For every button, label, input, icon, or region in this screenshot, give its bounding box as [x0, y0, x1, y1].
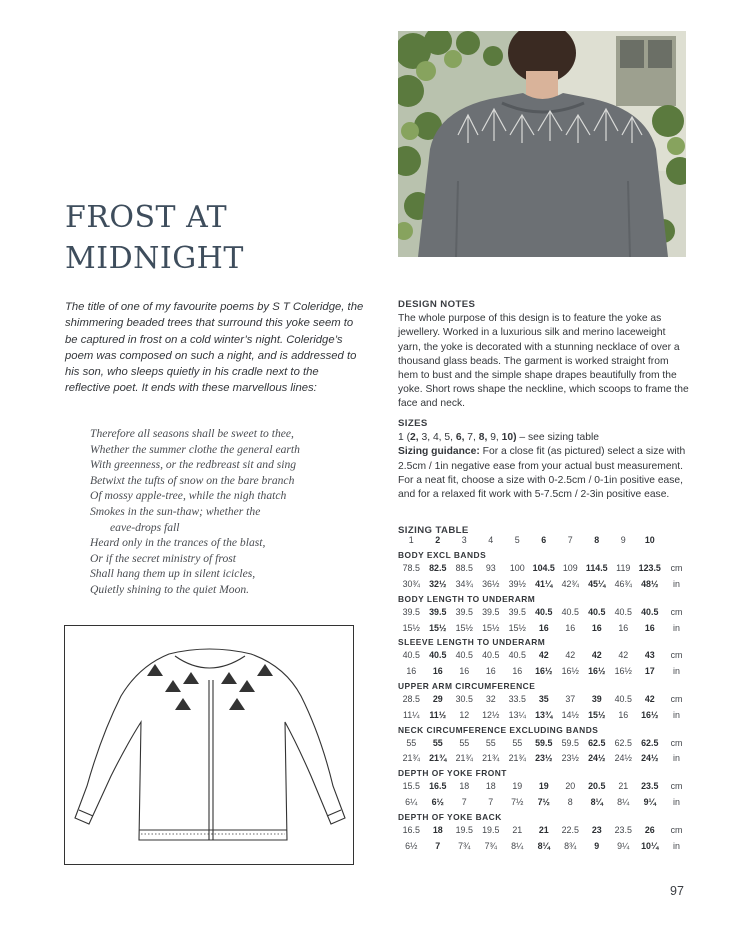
- measurement-value: 8¼: [511, 840, 524, 851]
- design-notes-heading: DESIGN NOTES: [398, 299, 476, 310]
- size-2: 2,: [410, 432, 422, 444]
- measurement-value: 8¾: [564, 840, 577, 851]
- size-number: 3: [461, 535, 467, 546]
- measurement-value: 28.5: [402, 693, 420, 704]
- measurement-value: 39.5: [402, 606, 420, 617]
- measurement-unit: cm: [670, 563, 683, 574]
- measurement-value: 22.5: [561, 824, 579, 835]
- measurement-unit: cm: [670, 606, 683, 617]
- measurement-value: 40.5: [614, 606, 632, 617]
- measurement-label: UPPER ARM CIRCUMFERENCE: [398, 681, 536, 692]
- measurement-value: 40.5: [455, 650, 473, 661]
- sizes-suffix: – see sizing table: [516, 432, 599, 444]
- measurement-value: 37: [565, 693, 576, 704]
- measurement-value: 55: [406, 737, 417, 748]
- poem-line: Heard only in the trances of the blast,: [90, 536, 266, 550]
- measurement-value: 40.5: [561, 606, 579, 617]
- poem-excerpt: [90, 426, 360, 598]
- measurement-value: 21: [512, 824, 523, 835]
- measurement-label: BODY LENGTH TO UNDERARM: [398, 593, 536, 604]
- intro-paragraph: The title of one of my favourite poems by S T Coleridge, the shimmering beaded trees that surround this yoke seem to be captured in frost on a cold winter’s night. Coleridge’s poem was composed on such a night, and is addressed to his son, who sleeps quietly in his cradle next to the reflective poet. It ends with these marvellous lines:: [65, 301, 364, 395]
- measurement-value: 9¼: [643, 796, 656, 807]
- measurement-value: 16½: [535, 666, 553, 677]
- measurement-unit: cm: [670, 781, 683, 792]
- measurement-value: 6½: [431, 796, 444, 807]
- measurement-value: 23.5: [614, 824, 632, 835]
- measurement-value: 15½: [402, 622, 420, 633]
- size-number: 7: [567, 535, 573, 546]
- measurement-value: 39½: [508, 578, 526, 589]
- measurement-value: 39.5: [482, 606, 500, 617]
- poem-line: Shall hang them up in silent icicles,: [90, 567, 256, 581]
- measurement-value: 39.5: [508, 606, 526, 617]
- measurement-row: [398, 840, 690, 851]
- measurement-value: 20: [565, 781, 576, 792]
- measurement-label: DEPTH OF YOKE BACK: [398, 811, 502, 822]
- measurement-value: 36½: [482, 578, 500, 589]
- size-number: 9: [620, 535, 626, 546]
- measurement-row: [398, 579, 690, 590]
- measurement-value: 40.5: [402, 650, 420, 661]
- measurement-value: 16: [618, 709, 629, 720]
- pattern-title-line-1: FROST AT: [65, 200, 228, 235]
- measurement-value: 82.5: [429, 563, 447, 574]
- size-number: 6: [541, 535, 547, 546]
- measurement-value: 42: [538, 650, 549, 661]
- measurement-heading-row: [398, 764, 690, 781]
- poem-line: Smokes in the sun-thaw; whether the: [90, 504, 261, 518]
- poem-line: Of mossy apple-tree, while the nigh thatch: [90, 489, 287, 503]
- measurement-value: 42: [618, 650, 629, 661]
- measurement-heading-row: [398, 546, 690, 563]
- measurement-label: NECK CIRCUMFERENCE EXCLUDING BANDS: [398, 724, 599, 735]
- measurement-value: 7½: [511, 796, 524, 807]
- sizes-prefix: 1 (: [398, 432, 411, 444]
- measurement-value: 40.5: [482, 650, 500, 661]
- sizes-section: [398, 417, 690, 502]
- measurement-value: 21¾: [455, 753, 473, 764]
- measurement-value: 24½: [588, 753, 606, 764]
- measurement-value: 39.5: [429, 606, 447, 617]
- design-notes-section: [398, 298, 690, 412]
- measurement-value: 24½: [641, 753, 659, 764]
- measurement-value: 32½: [429, 578, 447, 589]
- measurement-value: 10¼: [641, 840, 659, 851]
- measurement-value: 11¼: [402, 709, 420, 720]
- measurement-value: 15½: [508, 622, 526, 633]
- sizing-guidance-label: Sizing guidance:: [398, 446, 480, 458]
- measurement-value: 33.5: [508, 693, 526, 704]
- poem-line: Betwixt the tufts of snow on the bare branch: [90, 473, 295, 487]
- measurement-value: 16½: [588, 666, 606, 677]
- measurement-row: [398, 737, 690, 748]
- size-8: 8,: [478, 432, 491, 444]
- measurement-value: 8¼: [617, 796, 630, 807]
- pattern-title: [65, 197, 244, 279]
- measurement-value: 35: [538, 693, 549, 704]
- sweater-photo-illustration: [398, 31, 686, 257]
- measurement-value: 62.5: [641, 737, 659, 748]
- size-7: 7,: [467, 432, 479, 444]
- measurement-value: 16½: [641, 709, 659, 720]
- measurement-unit: cm: [670, 650, 683, 661]
- measurement-value: 30¾: [402, 578, 420, 589]
- measurement-row: [398, 622, 690, 633]
- measurement-value: 7¾: [484, 840, 497, 851]
- measurement-value: 13¼: [508, 709, 526, 720]
- measurement-unit: cm: [670, 824, 683, 835]
- measurement-value: 48½: [641, 578, 659, 589]
- size-number-row: [398, 535, 690, 546]
- measurement-row: [398, 709, 690, 720]
- measurement-value: 16.5: [402, 824, 420, 835]
- measurement-value: 78.5: [402, 563, 420, 574]
- measurement-unit: cm: [670, 693, 683, 704]
- measurement-row: [398, 606, 690, 617]
- measurement-heading-row: [398, 720, 690, 737]
- measurement-value: 18: [459, 781, 470, 792]
- measurement-unit: in: [673, 578, 680, 589]
- size-10: 10): [501, 432, 517, 444]
- measurement-row: [398, 781, 690, 792]
- measurement-value: 30.5: [455, 693, 473, 704]
- measurement-value: 16: [565, 622, 576, 633]
- measurement-heading-row: [398, 633, 690, 650]
- measurement-row: [398, 694, 690, 705]
- measurement-value: 55: [512, 737, 523, 748]
- measurement-value: 8: [567, 796, 573, 807]
- measurement-unit: in: [673, 622, 680, 633]
- measurement-value: 42: [644, 693, 655, 704]
- measurement-value: 114.5: [585, 563, 608, 574]
- measurement-value: 34¾: [455, 578, 473, 589]
- measurement-value: 119: [616, 563, 631, 574]
- measurement-value: 40.5: [508, 650, 526, 661]
- measurement-value: 23: [591, 824, 602, 835]
- measurement-value: 16½: [614, 666, 632, 677]
- poem-line: Whether the summer clothe the general earth: [90, 442, 300, 456]
- measurement-value: 19: [538, 781, 549, 792]
- measurement-value: 88.5: [455, 563, 473, 574]
- sizing-table-heading: SIZING TABLE: [398, 525, 469, 536]
- measurement-value: 18: [432, 824, 443, 835]
- measurement-value: 59.5: [535, 737, 553, 748]
- measurement-value: 12½: [482, 709, 500, 720]
- measurement-value: 42¾: [561, 578, 579, 589]
- measurement-unit: cm: [670, 737, 683, 748]
- cardigan-sketch: [64, 625, 354, 865]
- measurement-label: SLEEVE LENGTH TO UNDERARM: [398, 637, 546, 648]
- measurement-value: 6¼: [405, 796, 418, 807]
- poem-line: eave-drops fall: [110, 520, 180, 534]
- poem-line: Therefore all seasons shall be sweet to thee,: [90, 427, 294, 440]
- pattern-title-line-2: MIDNIGHT: [65, 241, 244, 276]
- measurement-value: 9¼: [617, 840, 630, 851]
- measurement-value: 16: [512, 666, 523, 677]
- measurement-value: 16: [406, 666, 417, 677]
- measurement-value: 15½: [482, 622, 500, 633]
- measurement-value: 21: [538, 824, 549, 835]
- measurement-value: 16½: [561, 666, 579, 677]
- size-number: 4: [488, 535, 494, 546]
- size-number: 10: [644, 535, 655, 546]
- measurement-heading-row: [398, 589, 690, 606]
- measurement-value: 11½: [429, 709, 447, 720]
- measurement-value: 42: [565, 650, 576, 661]
- sizing-guidance: [398, 445, 690, 502]
- measurement-value: 123.5: [638, 563, 661, 574]
- measurement-value: 29: [432, 693, 443, 704]
- sizes-heading: SIZES: [398, 418, 428, 429]
- measurement-value: 16: [432, 666, 443, 677]
- measurement-value: 8¼: [590, 796, 603, 807]
- measurement-value: 20.5: [588, 781, 606, 792]
- measurement-value: 16: [485, 666, 496, 677]
- measurement-value: 55: [485, 737, 496, 748]
- measurement-unit: in: [673, 796, 680, 807]
- measurement-value: 16: [618, 622, 629, 633]
- size-number: 5: [514, 535, 520, 546]
- measurement-value: 21¾: [429, 753, 447, 764]
- measurement-value: 21¾: [508, 753, 526, 764]
- size-3: 3,: [421, 432, 433, 444]
- measurement-value: 19.5: [455, 824, 473, 835]
- measurement-value: 23½: [561, 753, 579, 764]
- measurement-value: 55: [432, 737, 443, 748]
- measurement-value: 23½: [535, 753, 553, 764]
- measurement-heading-row: [398, 677, 690, 694]
- measurement-value: 62.5: [588, 737, 606, 748]
- measurement-unit: in: [673, 666, 680, 677]
- measurement-value: 23.5: [641, 781, 659, 792]
- measurement-value: 18: [485, 781, 496, 792]
- poem-line: With greenness, or the redbreast sit and sing: [90, 458, 297, 472]
- measurement-value: 104.5: [532, 563, 555, 574]
- poem-line: Quietly shining to the quiet Moon.: [90, 582, 250, 596]
- measurement-value: 21¾: [402, 753, 420, 764]
- measurement-value: 19.5: [482, 824, 500, 835]
- measurement-value: 15½: [588, 709, 606, 720]
- size-number: 2: [435, 535, 441, 546]
- sizing-table: [398, 535, 690, 851]
- measurement-row: [398, 797, 690, 808]
- measurement-row: [398, 753, 690, 764]
- measurement-unit: in: [673, 753, 680, 764]
- measurement-value: 46¾: [614, 578, 632, 589]
- measurement-value: 59.5: [561, 737, 579, 748]
- design-notes-text: The whole purpose of this design is to feature the yoke as jewellery. Worked in a luxurious silk and merino laceweight yarn, the yoke is decorated with a stunning necklace of over a thousand glass beads. The garment is worked straight from hem to bust and the simple shape drapes beautifully from the yoke. Short rows shape the neckline, which scoops to frame the face and neck.: [398, 313, 689, 410]
- sweater-back-photo: [398, 31, 686, 257]
- sizing-guidance-text: For a close fit (as pictured) select a size with 2.5cm / 1in negative ease from your actual bust measurement. For a neat fit, choose a size with 0-2.5cm / 0-1in positive ease, and for a relaxed fit work with 5-7.5cm / 2-3in positive ease.: [398, 446, 686, 501]
- poem-line: Or if the secret ministry of frost: [90, 551, 236, 565]
- measurement-value: 16: [591, 622, 602, 633]
- measurement-value: 15½: [455, 622, 473, 633]
- measurement-value: 21: [618, 781, 629, 792]
- measurement-value: 39: [591, 693, 602, 704]
- measurement-value: 12: [459, 709, 470, 720]
- measurement-value: 39.5: [455, 606, 473, 617]
- cardigan-line-drawing: [65, 626, 353, 864]
- measurement-value: 45¼: [588, 578, 606, 589]
- size-number: 1: [408, 535, 414, 546]
- size-4-5: 4, 5,: [432, 432, 456, 444]
- measurement-value: 40.5: [641, 606, 659, 617]
- size-number-spacer: [663, 535, 690, 546]
- measurement-value: 15½: [429, 622, 447, 633]
- size-number: 8: [594, 535, 600, 546]
- measurement-label: BODY EXCL BANDS: [398, 550, 487, 561]
- measurement-value: 93: [485, 563, 496, 574]
- measurement-value: 9: [594, 840, 600, 851]
- measurement-value: 8¼: [537, 840, 550, 851]
- measurement-value: 42: [591, 650, 602, 661]
- measurement-value: 15.5: [402, 781, 420, 792]
- measurement-value: 7: [488, 796, 494, 807]
- measurement-value: 6½: [405, 840, 418, 851]
- measurement-unit: in: [673, 709, 680, 720]
- size-6: 6,: [455, 432, 468, 444]
- measurement-value: 7¾: [458, 840, 471, 851]
- measurement-value: 40.5: [614, 693, 632, 704]
- measurement-value: 55: [459, 737, 470, 748]
- measurement-value: 7: [461, 796, 467, 807]
- measurement-row: [398, 650, 690, 661]
- sizes-list: [398, 431, 690, 445]
- measurement-value: 16: [538, 622, 549, 633]
- measurement-value: 40.5: [535, 606, 553, 617]
- measurement-value: 16.5: [429, 781, 447, 792]
- measurement-unit: in: [673, 840, 680, 851]
- measurement-value: 17: [644, 666, 655, 677]
- measurement-value: 26: [644, 824, 655, 835]
- measurement-value: 16: [459, 666, 470, 677]
- measurement-value: 24½: [614, 753, 632, 764]
- measurement-value: 40.5: [429, 650, 447, 661]
- page-number: 97: [670, 884, 684, 898]
- measurement-value: 40.5: [588, 606, 606, 617]
- measurement-heading-row: [398, 807, 690, 824]
- measurement-value: 16: [644, 622, 655, 633]
- measurement-row: [398, 666, 690, 677]
- measurement-label: DEPTH OF YOKE FRONT: [398, 768, 507, 779]
- measurement-value: 109: [562, 563, 578, 574]
- measurement-value: 21¾: [482, 753, 500, 764]
- measurement-value: 43: [644, 650, 655, 661]
- size-9: 9,: [490, 432, 502, 444]
- measurement-value: 62.5: [614, 737, 632, 748]
- measurement-value: 7: [435, 840, 441, 851]
- measurement-value: 13¾: [535, 709, 553, 720]
- measurement-row: [398, 563, 690, 574]
- measurement-value: 7½: [537, 796, 550, 807]
- measurement-row: [398, 824, 690, 835]
- measurement-value: 14½: [561, 709, 579, 720]
- measurement-value: 100: [509, 563, 525, 574]
- measurement-value: 19: [512, 781, 523, 792]
- measurement-value: 32: [485, 693, 496, 704]
- measurement-value: 41¼: [535, 578, 553, 589]
